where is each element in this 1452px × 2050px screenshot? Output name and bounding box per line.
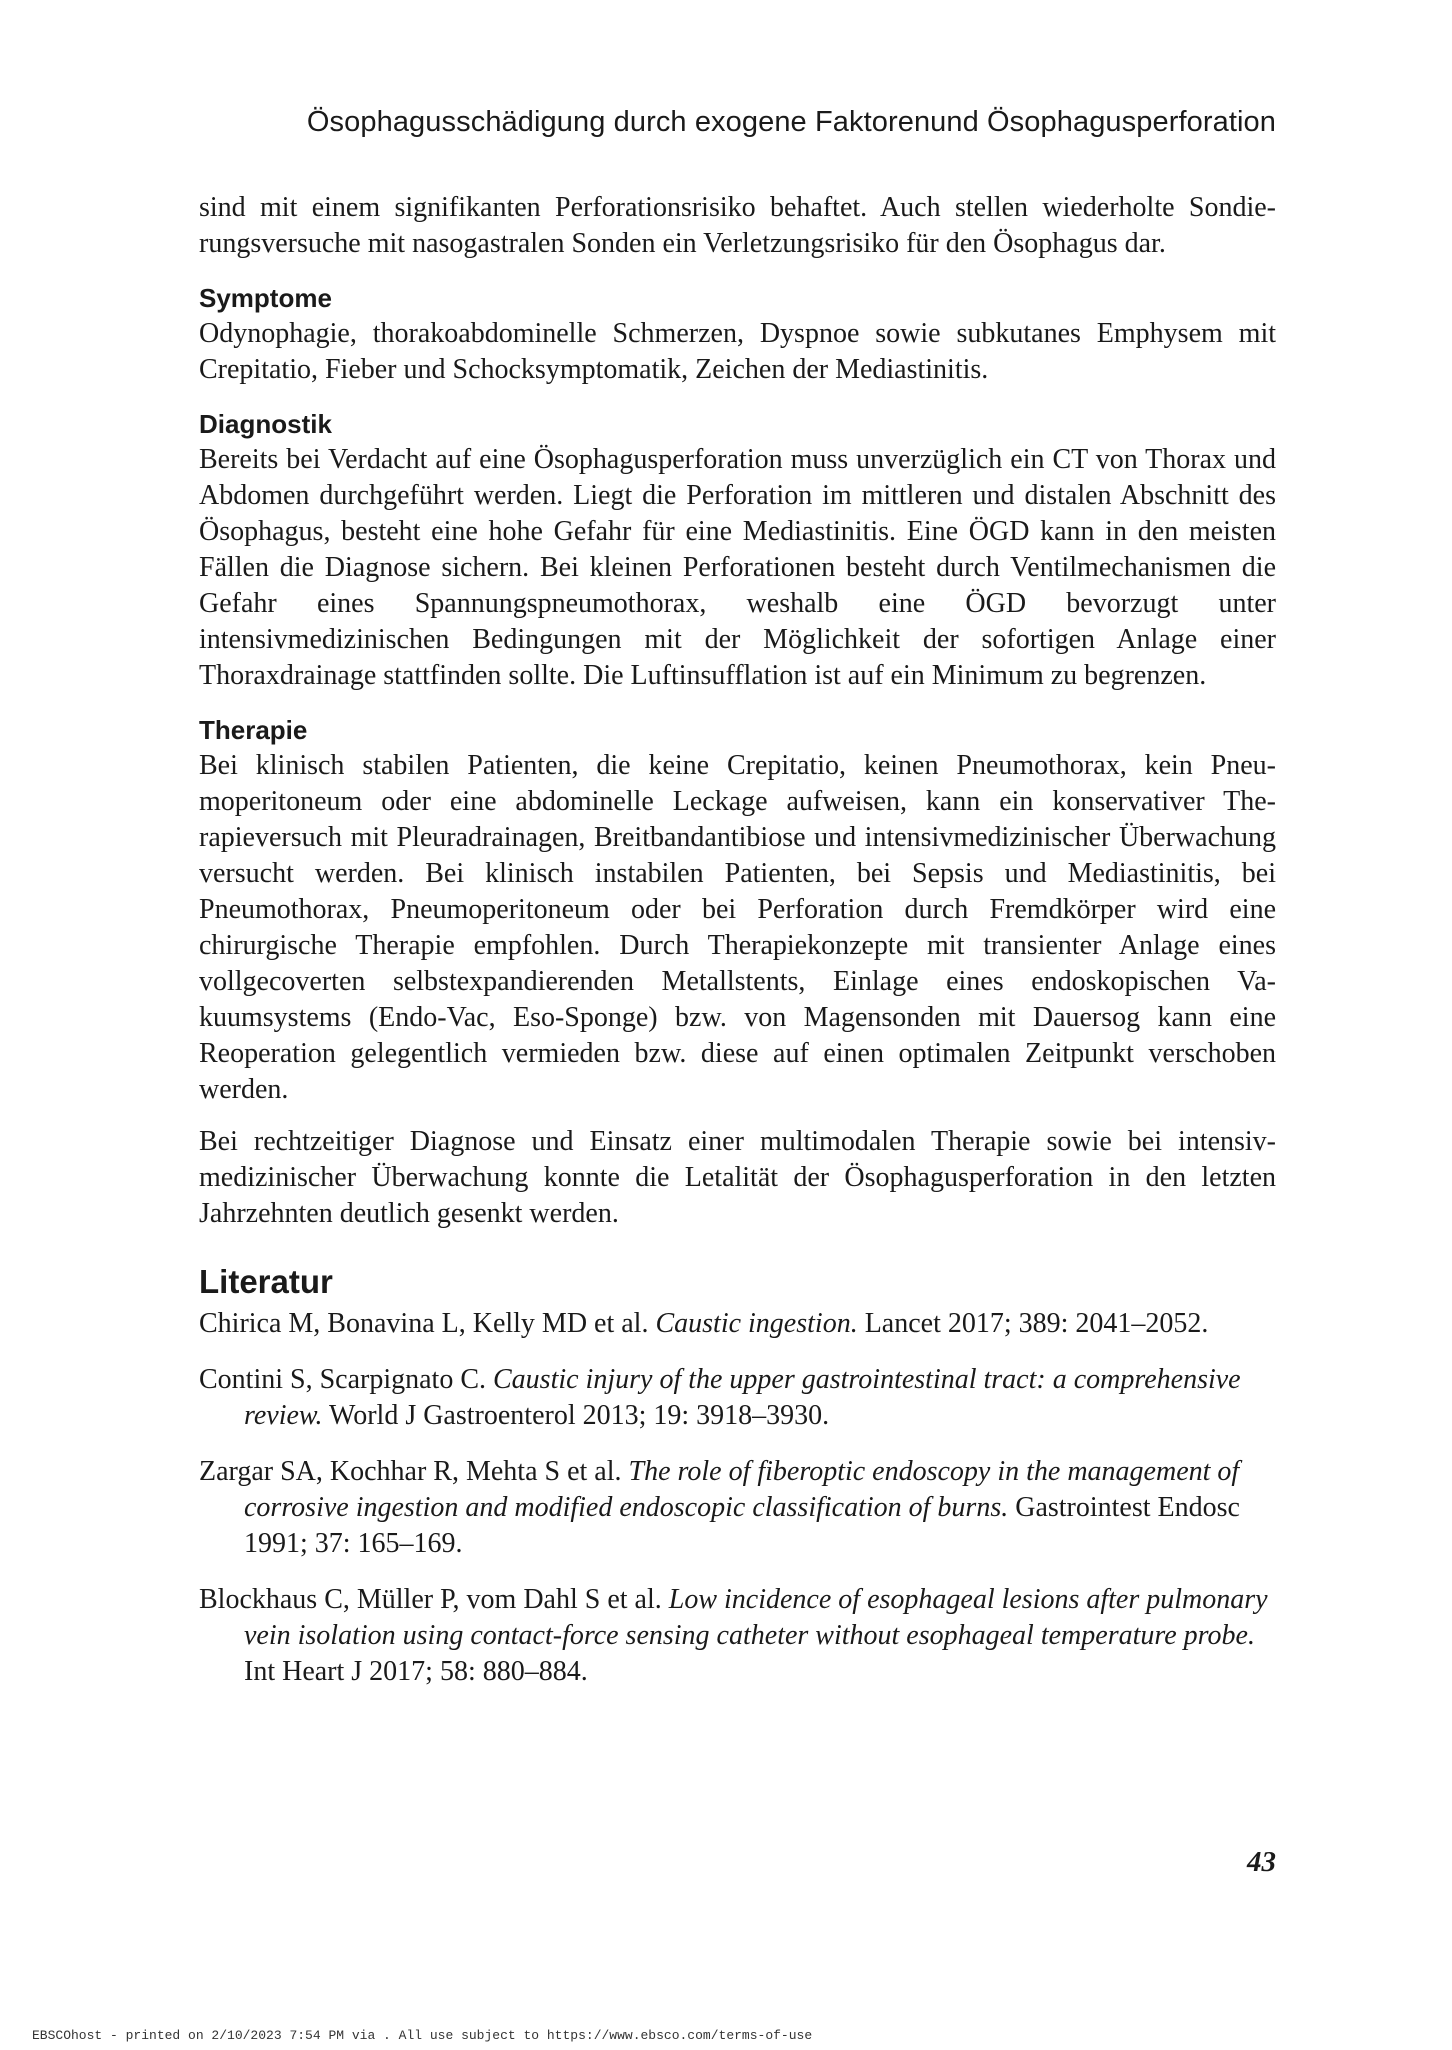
- section-text-symptome: Odynophagie, thorakoabdominelle Schmerzen, Dyspnoe sowie subkutanes Emphysem mit Crepitatio, Fieber und Schocksymptomatik, Zeichen der Mediastinitis.: [199, 318, 1276, 385]
- print-footer: EBSCOhost - printed on 2/10/2023 7:54 PM via . All use subject to https://www.ebsco.com/terms-of-use: [32, 2028, 813, 2043]
- reference-source: Int Heart J 2017; 58: 880–884.: [244, 1656, 588, 1687]
- section-diagnostik: [199, 406, 1276, 694]
- section-heading-therapie: Therapie: [199, 715, 308, 745]
- reference-source: World J Gastroenterol 2013; 19: 3918–3930.: [322, 1400, 830, 1431]
- reference-title: The role of fiberoptic endoscopy in the management of corrosive ingestion and modified endoscopic classification of burns.: [244, 1456, 1240, 1523]
- section-heading-diagnostik: Diagnostik: [199, 409, 332, 439]
- reference-title: Caustic injury of the upper gastrointestinal tract: a comprehensive review.: [244, 1364, 1241, 1431]
- reference-authors: Chirica M, Bonavina L, Kelly MD et al.: [199, 1308, 656, 1339]
- section-heading-symptome: Symptome: [199, 283, 332, 313]
- page-number: 43: [1247, 1846, 1276, 1878]
- reference-authors: Blockhaus C, Müller P, vom Dahl S et al.: [199, 1584, 669, 1615]
- reference-source: Gastrointest Endosc 1991; 37: 165–169.: [244, 1492, 1240, 1559]
- running-header: Ösophagusschädigung durch exogene Faktorenund Ösophagusperforation: [306, 106, 1276, 138]
- reference-item: [199, 1454, 1276, 1562]
- section-text-diagnostik: Bereits bei Verdacht auf eine Ösophagusperforation muss unverzüglich ein CT von Thorax und Abdomen durchgeführt werden. Liegt die Perforation im mittleren und distalen Abschnitt des Ösophagus, besteht eine hohe Gefahr für eine Mediastinitis. Eine ÖGD kann in den meisten Fällen die Diagnose sichern. Bei kleinen Perforationen besteht durch Ventilmechanismen die Gefahr eines Spannungspneumothorax, weshalb eine ÖGD bevorzugt unter intensivmedizinischen Bedingungen mit der Möglichkeit der sofortigen Anlage einer Thoraxdrainage stattfinden sollte. Die Luftinsufflation ist auf ein Minimum zu begrenzen.: [199, 444, 1276, 691]
- reference-title: Caustic ingestion.: [655, 1308, 858, 1339]
- reference-authors: Zargar SA, Kochhar R, Mehta S et al.: [199, 1456, 629, 1487]
- reference-authors: Contini S, Scarpignato C.: [199, 1364, 493, 1395]
- literatur-heading: Literatur: [199, 1263, 333, 1300]
- page-content: [199, 190, 1276, 1690]
- section-text-therapie-2: Bei rechtzeitiger Diagnose und Einsatz einer multimodalen Therapie sowie bei intensivmedizinischer Überwachung konnte die Letalität der Ösophagusperforation in den letzten Jahrzehnten deutlich gesenkt werden.: [199, 1126, 1276, 1229]
- intro-paragraph: sind mit einem signifikanten Perforationsrisiko behaftet. Auch stellen wiederholte Sondierungsversuche mit nasogastralen Sonden ein Verletzungsrisiko für den Ösophagus dar.: [199, 192, 1276, 259]
- section-symptome: [199, 280, 1276, 388]
- reference-title: Low incidence of esophageal lesions after pulmonary vein isolation using contact-force sensing catheter without esophageal temperature probe.: [244, 1584, 1268, 1651]
- reference-list: [199, 1306, 1276, 1690]
- reference-item: [199, 1306, 1276, 1342]
- section-text-therapie: Bei klinisch stabilen Patienten, die keine Crepitatio, keinen Pneumothorax, kein Pneumoperitoneum oder eine abdominelle Leckage aufweisen, kann ein konservativer Therapieversuch mit Pleuradrainagen, Breitbandantibiose und intensivmedizinischer Überwachung versucht werden. Bei klinisch instabilen Patienten, bei Sepsis und Mediastinitis, bei Pneumothorax, Pneumoperitoneum oder bei Perforation durch Fremdkörper wird eine chirurgische Therapie empfohlen. Durch Therapiekonzepte mit transienter Anlage eines vollgecoverten selbstexpandierenden Metallstents, Einlage eines endoskopischen Vakuumsystems (Endo-Vac, Eso-Sponge) bzw. von Magensonden mit Dauersog kann eine Reoperation gelegentlich vermieden bzw. diese auf einen optimalen Zeitpunkt verschoben werden.: [199, 750, 1276, 1105]
- reference-item: [199, 1362, 1276, 1434]
- section-therapie: [199, 712, 1276, 1232]
- reference-item: [199, 1582, 1276, 1690]
- reference-source: Lancet 2017; 389: 2041–2052.: [857, 1308, 1209, 1339]
